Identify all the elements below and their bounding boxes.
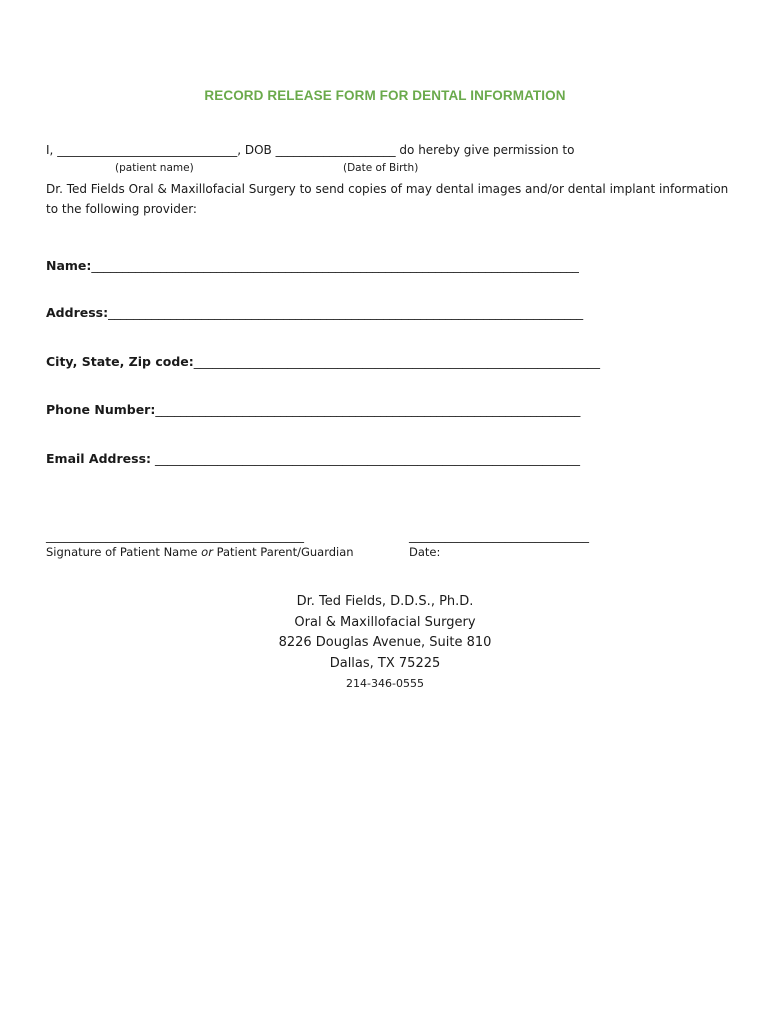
provider-address-blank[interactable]: ____________________________________________________________________________ xyxy=(108,305,584,320)
form-title: RECORD RELEASE FORM FOR DENTAL INFORMATION xyxy=(204,88,566,103)
date-of-birth-sublabel: (Date of Birth) xyxy=(343,162,419,174)
date-blank[interactable]: ______________________________ xyxy=(409,529,589,543)
provider-address-field xyxy=(46,305,583,320)
provider-phone-blank[interactable]: ____________________________________________________________________ xyxy=(155,402,581,417)
provider-name-label: Name: xyxy=(46,258,92,273)
release-paragraph: Dr. Ted Fields Oral & Maxillofacial Surgery to send copies of may dental images and/or dental implant information to the following provider: xyxy=(46,182,729,216)
provider-phone-field xyxy=(46,402,580,417)
permission-prefix: I, xyxy=(46,143,54,157)
provider-phone-label: Phone Number: xyxy=(46,402,156,417)
practice-name: Oral & Maxillofacial Surgery xyxy=(294,614,476,630)
patient-name-blank[interactable]: ______________________________, xyxy=(57,143,242,157)
provider-name-blank[interactable]: ______________________________________________________________________________ xyxy=(91,258,579,273)
signature-label xyxy=(46,545,354,559)
signature-label-part2: Patient Parent/Guardian xyxy=(216,545,354,559)
dob-label: DOB xyxy=(244,143,272,157)
provider-email-blank[interactable]: ____________________________________________________________________ xyxy=(155,451,580,466)
provider-name-field xyxy=(46,258,579,273)
provider-email-field xyxy=(46,451,580,466)
date-label: Date: xyxy=(409,545,441,559)
provider-email-label: Email Address: xyxy=(46,451,152,466)
signature-label-or: or xyxy=(201,545,213,559)
street-address: 8226 Douglas Avenue, Suite 810 xyxy=(278,635,492,650)
provider-city-field xyxy=(46,354,600,369)
provider-city-blank[interactable]: _________________________________________________________________ xyxy=(193,354,600,369)
practice-address-block xyxy=(0,592,770,694)
patient-name-sublabel: (patient name) xyxy=(115,162,194,174)
permission-suffix: do hereby give permission to xyxy=(399,143,575,157)
permission-line xyxy=(46,143,574,157)
provider-address-label: Address: xyxy=(46,305,109,320)
doctor-name: Dr. Ted Fields, D.D.S., Ph.D. xyxy=(296,594,474,609)
dob-blank[interactable]: ____________________ xyxy=(275,143,396,157)
provider-city-label: City, State, Zip code: xyxy=(46,354,194,369)
practice-phone: 214-346-0555 xyxy=(346,677,424,690)
city-state-zip: Dallas, TX 75225 xyxy=(329,655,441,671)
signature-label-part1: Signature of Patient Name xyxy=(46,545,198,559)
signature-blank[interactable]: ___________________________________________ xyxy=(46,529,304,543)
